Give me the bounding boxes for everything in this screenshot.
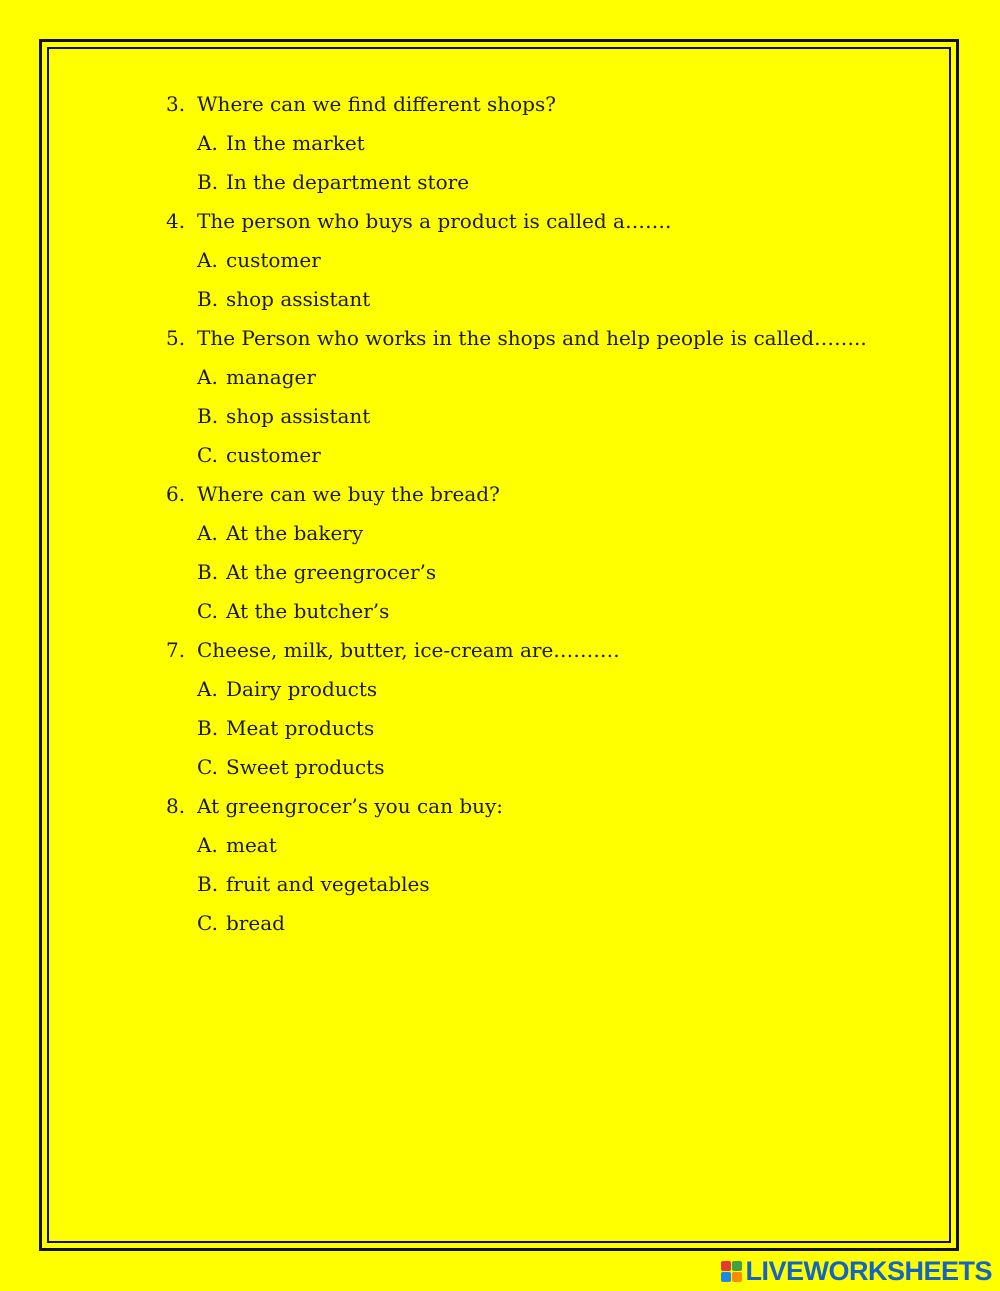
option-letter: A. (197, 521, 218, 545)
answer-option[interactable] (166, 442, 926, 481)
question-number: 4. (166, 209, 186, 233)
answer-option[interactable] (166, 403, 926, 442)
question-text: At greengrocer’s you can buy: (197, 794, 504, 818)
answer-option[interactable] (166, 364, 926, 403)
logo-text: LIVEWORKSHEETS (745, 1255, 992, 1286)
answer-option[interactable] (166, 130, 926, 169)
question-text: Where can we buy the bread? (197, 482, 500, 506)
option-text: Meat products (226, 716, 375, 740)
option-text: meat (226, 833, 277, 857)
logo-mark-square (732, 1272, 742, 1282)
option-text: Dairy products (226, 677, 378, 701)
logo-mark-icon (721, 1261, 742, 1282)
question-text: Where can we find different shops? (197, 92, 556, 116)
option-letter: B. (197, 170, 219, 194)
option-text: manager (226, 365, 316, 389)
option-text: shop assistant (226, 287, 371, 311)
option-text: fruit and vegetables (226, 872, 430, 896)
logo-mark-square (721, 1261, 731, 1271)
option-letter: A. (197, 677, 218, 701)
answer-option[interactable] (166, 169, 926, 208)
option-text: customer (226, 443, 321, 467)
option-letter: C. (197, 599, 218, 623)
question-3 (166, 481, 926, 520)
answer-option[interactable] (166, 754, 926, 793)
question-number: 3. (166, 92, 186, 116)
option-letter: A. (197, 131, 218, 155)
answer-option[interactable] (166, 871, 926, 910)
option-text: At the greengrocer’s (226, 560, 437, 584)
option-text: shop assistant (226, 404, 371, 428)
option-text: Sweet products (226, 755, 385, 779)
option-letter: C. (197, 911, 218, 935)
answer-option[interactable] (166, 910, 926, 949)
question-number: 6. (166, 482, 186, 506)
option-letter: B. (197, 404, 219, 428)
option-letter: A. (197, 248, 218, 272)
liveworksheets-logo[interactable] (721, 1257, 992, 1285)
logo-mark-square (732, 1261, 742, 1271)
option-letter: B. (197, 716, 219, 740)
option-letter: B. (197, 560, 219, 584)
question-text: Cheese, milk, butter, ice-cream are………. (197, 638, 620, 662)
answer-option[interactable] (166, 520, 926, 559)
option-letter: A. (197, 833, 218, 857)
option-letter: C. (197, 755, 218, 779)
answer-option[interactable] (166, 715, 926, 754)
worksheet-content (166, 91, 926, 949)
question-5 (166, 793, 926, 832)
option-text: customer (226, 248, 321, 272)
option-text: In the department store (226, 170, 470, 194)
option-text: bread (226, 911, 285, 935)
answer-option[interactable] (166, 559, 926, 598)
logo-mark-square (721, 1272, 731, 1282)
option-text: At the bakery (226, 521, 364, 545)
question-1 (166, 208, 926, 247)
question-text: The Person who works in the shops and help people is called…….. (197, 326, 867, 350)
answer-option[interactable] (166, 598, 926, 637)
question-number: 7. (166, 638, 186, 662)
option-text: At the butcher’s (226, 599, 390, 623)
option-letter: B. (197, 872, 219, 896)
question-text: The person who buys a product is called a……. (197, 209, 672, 233)
question-number: 5. (166, 326, 186, 350)
question-2 (166, 325, 926, 364)
option-letter: A. (197, 365, 218, 389)
question-4 (166, 637, 926, 676)
option-letter: C. (197, 443, 218, 467)
answer-option[interactable] (166, 676, 926, 715)
question-number: 8. (166, 794, 186, 818)
answer-option[interactable] (166, 832, 926, 871)
answer-option[interactable] (166, 286, 926, 325)
question-0 (166, 91, 926, 130)
option-text: In the market (226, 131, 365, 155)
option-letter: B. (197, 287, 219, 311)
answer-option[interactable] (166, 247, 926, 286)
